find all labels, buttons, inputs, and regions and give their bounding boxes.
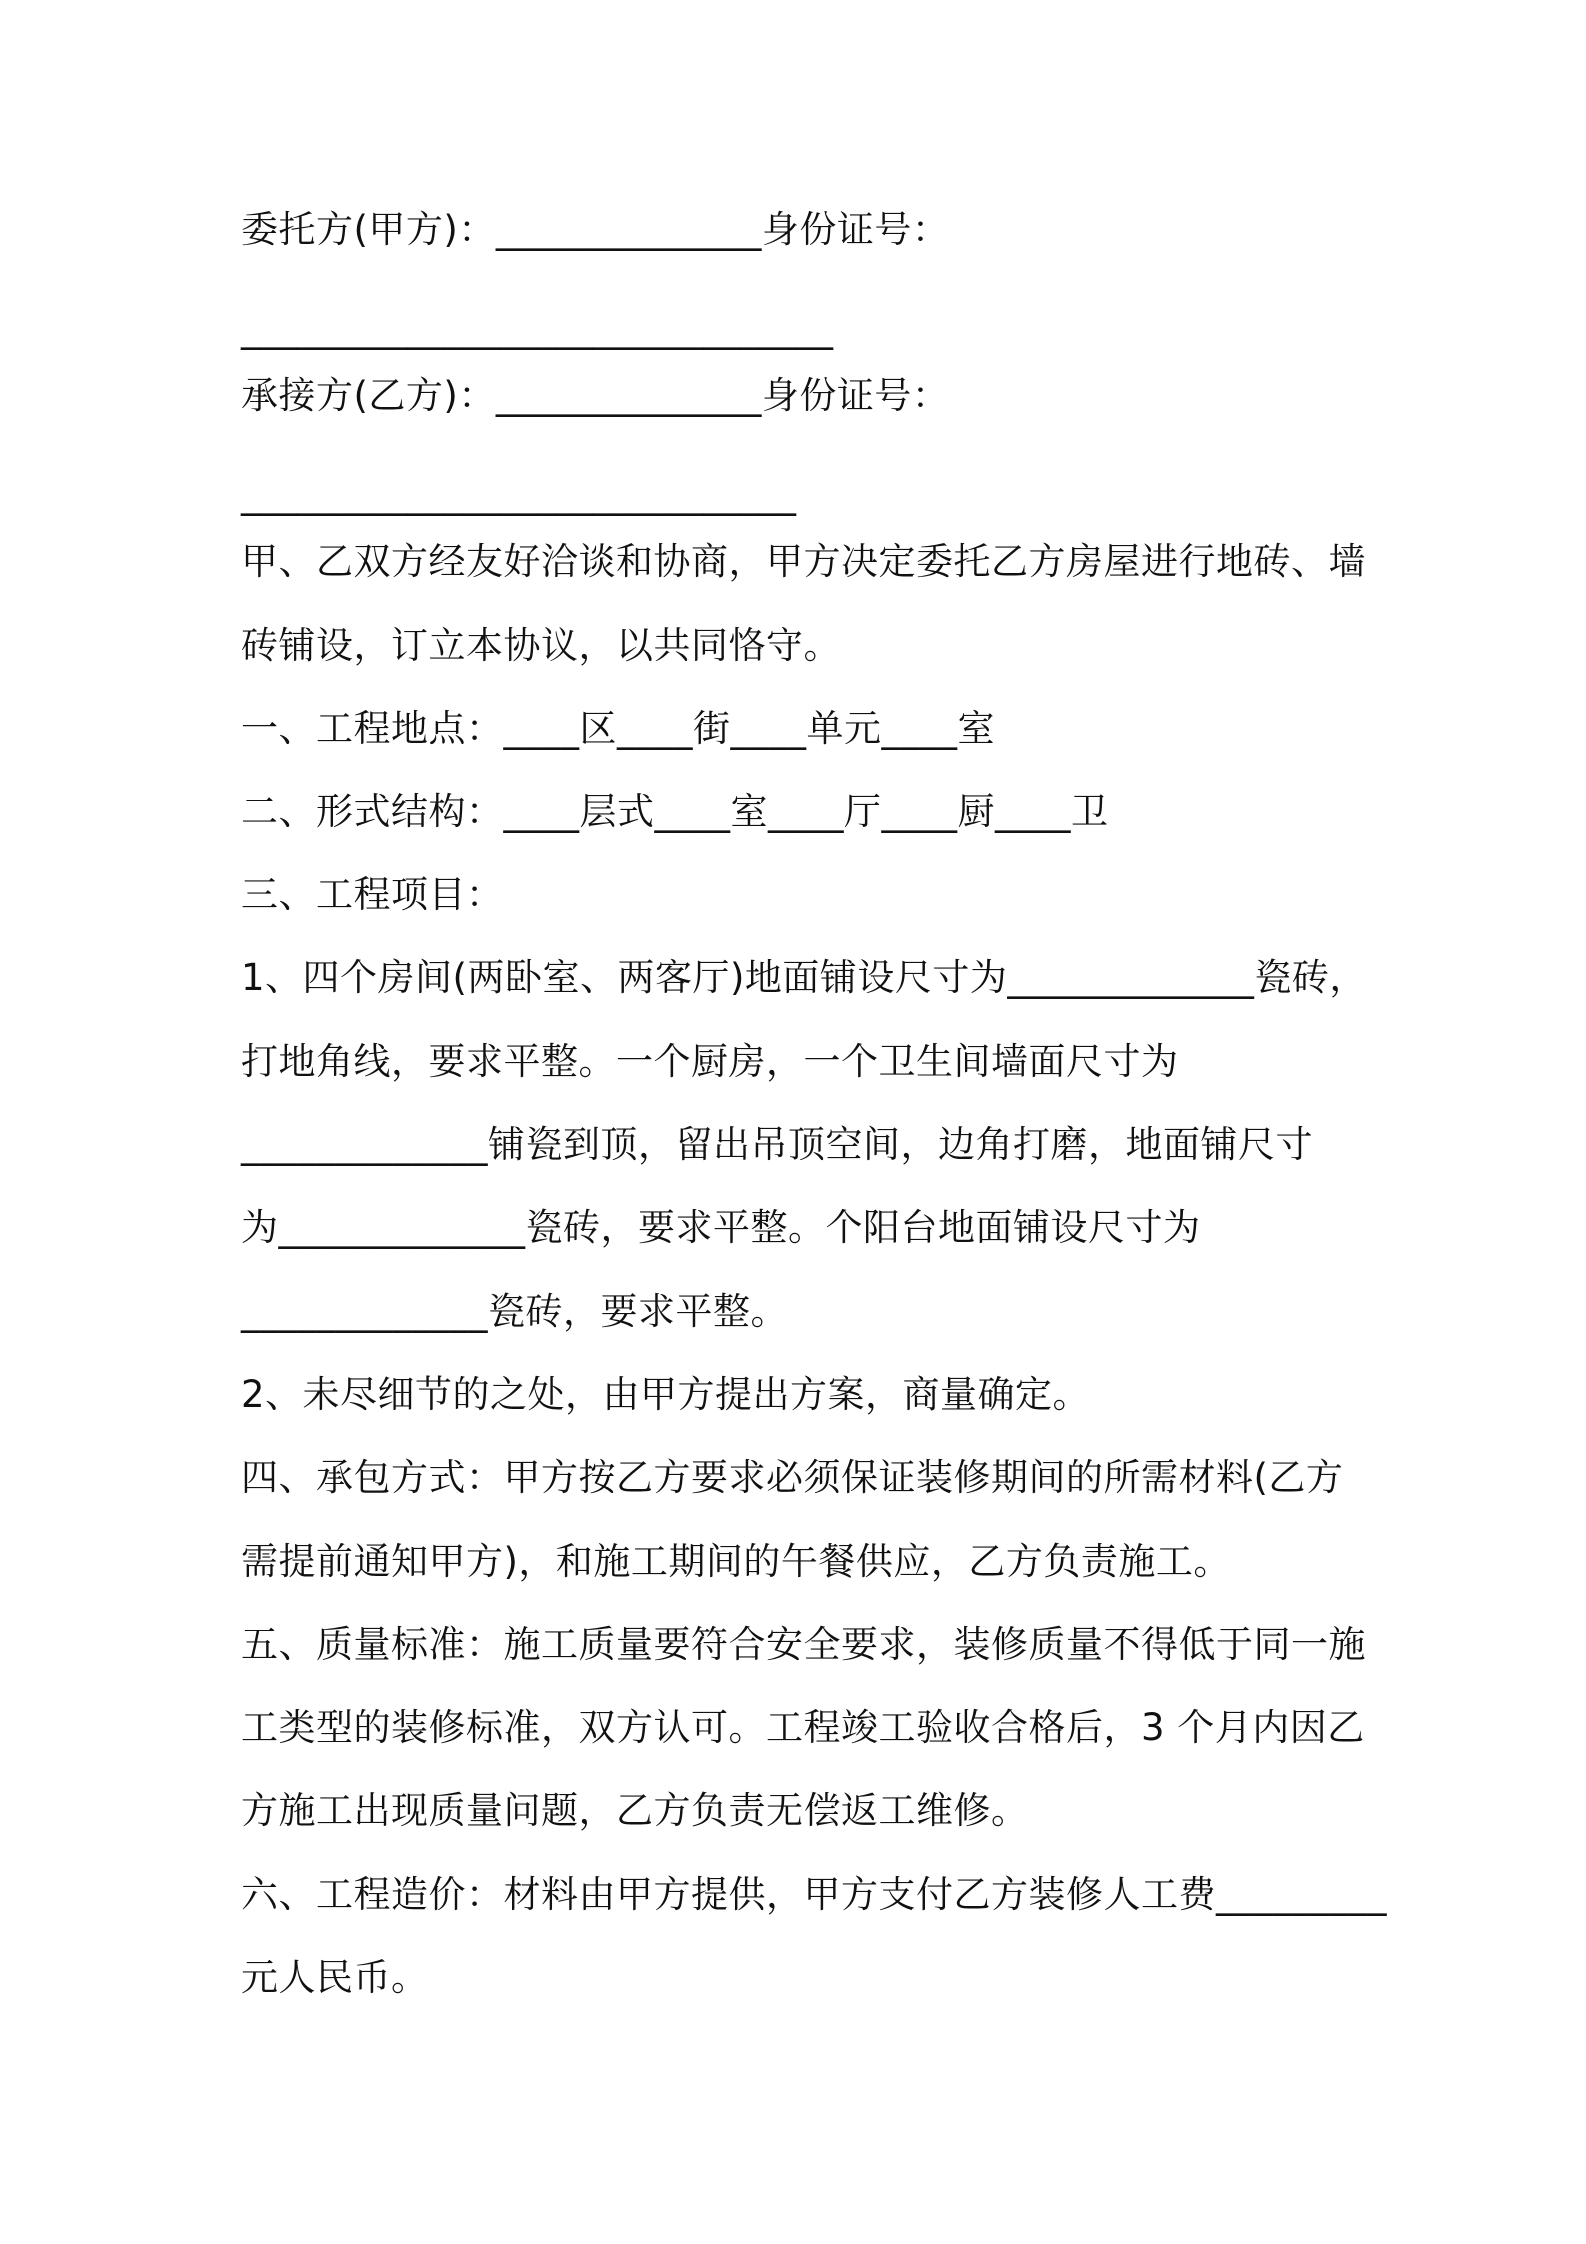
section-2-structure: 二、形式结构：____层式____室____厅____厨____卫 bbox=[241, 790, 1109, 833]
client-party-line: 委托方(甲方)：______________身份证号： bbox=[241, 208, 950, 251]
section-4-line-1: 四、承包方式：甲方按乙方要求必须保证装修期间的所需材料(乙方 bbox=[241, 1456, 1344, 1499]
section-3-item-1-line-4: 为_____________瓷砖，要求平整。个阳台地面铺设尺寸为 bbox=[241, 1206, 1201, 1249]
section-3-item-1-line-2: 打地角线，要求平整。一个厨房，一个卫生间墙面尺寸为 bbox=[241, 1040, 1179, 1083]
section-3-item-1-line-3: _____________铺瓷到顶，留出吊顶空间，边角打磨，地面铺尺寸 bbox=[241, 1123, 1313, 1166]
contractor-party-line: 承接方(乙方)：______________身份证号： bbox=[241, 374, 950, 417]
section-5-line-3: 方施工出现质量问题，乙方负责无偿返工维修。 bbox=[241, 1789, 1029, 1832]
contractor-id-blank-line: ______________________________ bbox=[241, 473, 796, 516]
section-6-line-2: 元人民币。 bbox=[241, 1956, 429, 1999]
section-3-item-1-line-5: _____________瓷砖，要求平整。 bbox=[241, 1290, 788, 1333]
section-5-line-1: 五、质量标准：施工质量要符合安全要求，装修质量不得低于同一施 bbox=[241, 1623, 1366, 1666]
preamble-line-1: 甲、乙双方经友好洽谈和协商，甲方决定委托乙方房屋进行地砖、墙 bbox=[241, 540, 1366, 583]
section-4-line-2: 需提前通知甲方)，和施工期间的午餐供应，乙方负责施工。 bbox=[241, 1540, 1231, 1583]
section-3-item-1-line-1: 1、四个房间(两卧室、两客厅)地面铺设尺寸为_____________瓷砖， bbox=[241, 956, 1367, 999]
section-1-location: 一、工程地点：____区____街____单元____室 bbox=[241, 707, 995, 750]
section-5-line-2: 工类型的装修标准，双方认可。工程竣工验收合格后，3 个月内因乙 bbox=[241, 1706, 1365, 1749]
section-3-heading: 三、工程项目： bbox=[241, 873, 504, 916]
section-6-line-1: 六、工程造价：材料由甲方提供，甲方支付乙方装修人工费_________ bbox=[241, 1873, 1387, 1916]
preamble-line-2: 砖铺设，订立本协议，以共同恪守。 bbox=[241, 624, 841, 667]
client-id-blank-line: ________________________________ bbox=[241, 307, 833, 350]
section-3-item-2: 2、未尽细节的之处，由甲方提出方案，商量确定。 bbox=[241, 1373, 1091, 1416]
